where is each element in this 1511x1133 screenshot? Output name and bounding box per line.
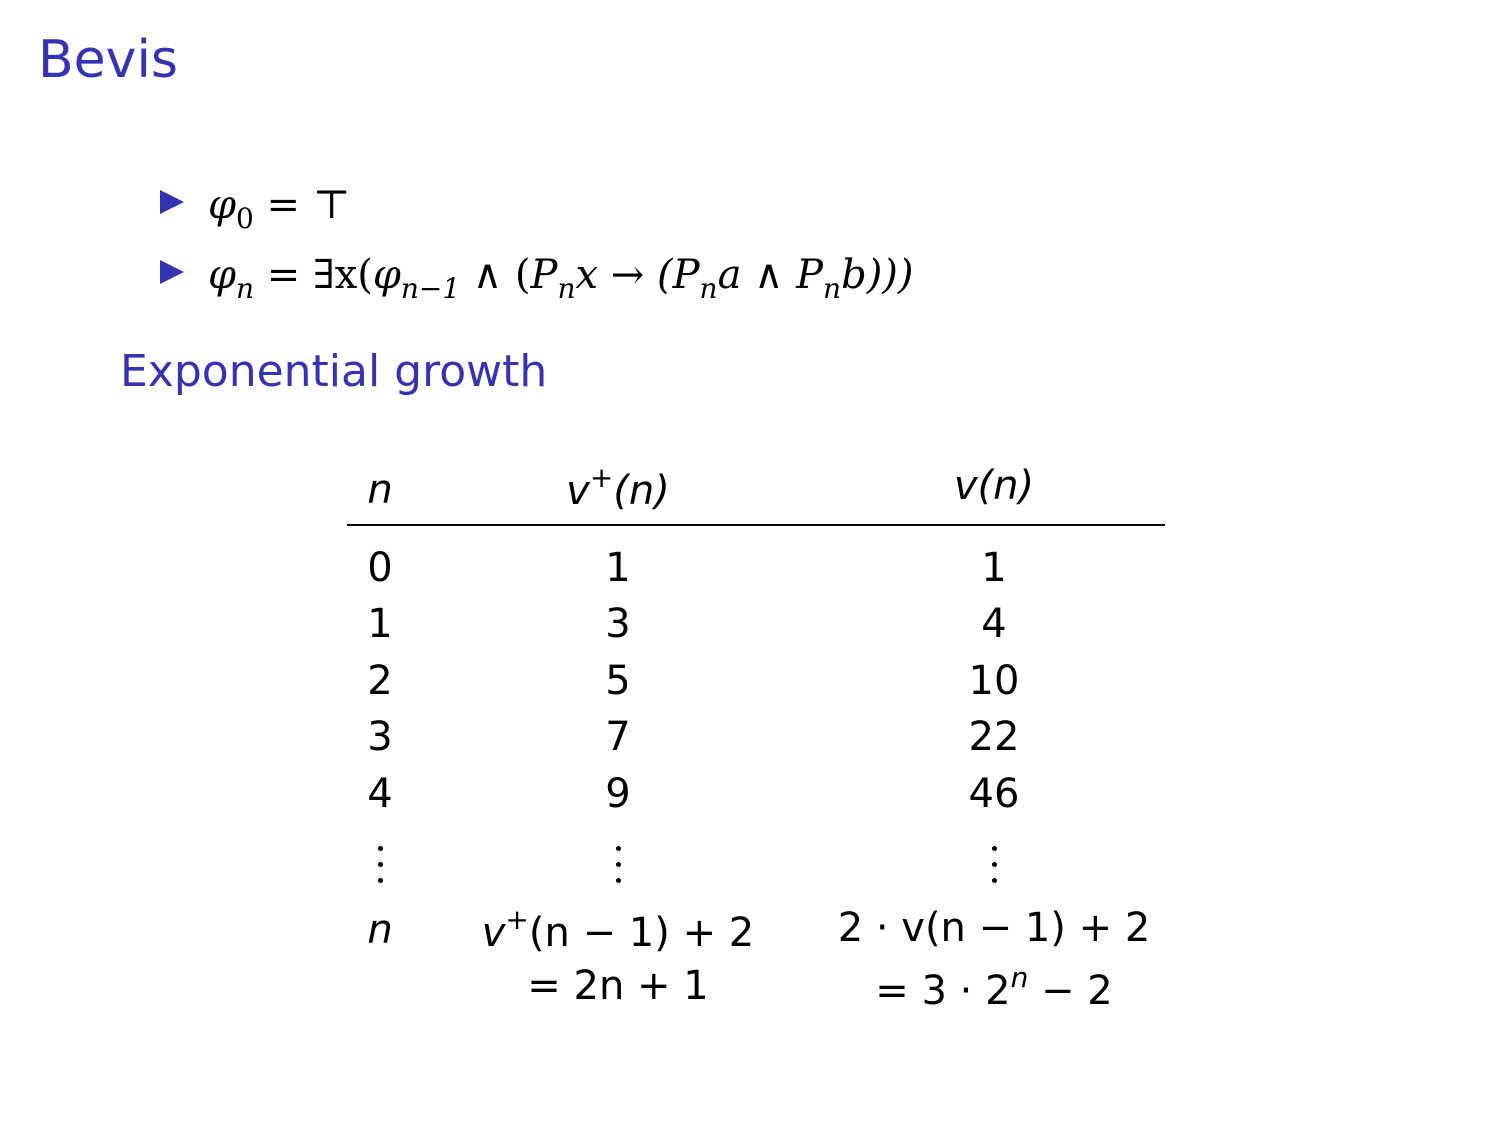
bullet-phi-zero [160, 182, 351, 235]
formula-phi-n: $\varphi_n$ = $\exists x(\varphi_{n-1}$ ∧ ($P_nx \to (P_na$ ∧ $P_nb$))) [208, 252, 914, 305]
header-v: v(n) [953, 463, 1035, 509]
header-n: n [367, 467, 393, 513]
table-row-4-n: 4 [367, 771, 393, 817]
header-rule [347, 524, 1165, 526]
table-row-1-n: 1 [367, 601, 393, 647]
frame-title: Bevis [38, 30, 178, 90]
header-vplus: v+(n) [566, 461, 670, 514]
table-row-2-v: 10 [968, 658, 1020, 704]
bullet-triangle-icon [160, 190, 184, 214]
bullet-phi-n [160, 252, 914, 305]
table-row-0-v: 1 [981, 545, 1007, 591]
vdots-n [377, 846, 383, 894]
table-row-4-v: 46 [968, 771, 1020, 817]
table-row-3-n: 3 [367, 714, 393, 760]
bullet-triangle-icon [160, 260, 184, 284]
table-row-2-vplus: 5 [605, 658, 631, 704]
table-row-4-vplus: 9 [605, 771, 631, 817]
table-row-1-v: 4 [981, 601, 1007, 647]
table-row-0-n: 0 [367, 545, 393, 591]
general-vplus-closed: = 2n + 1 [527, 963, 709, 1009]
section-heading: Exponential growth [120, 346, 548, 397]
general-v-recurrence: 2 · v(n − 1) + 2 [837, 905, 1151, 951]
table-row-2-n: 2 [367, 658, 393, 704]
vdots-v [991, 846, 997, 894]
table-row-1-vplus: 3 [605, 601, 631, 647]
formula-phi-zero: $\varphi_0$ = ⊤ [208, 182, 351, 235]
table-row-3-vplus: 7 [605, 714, 631, 760]
general-v-closed: = $3 \cdot 2^n - 2$ [875, 961, 1113, 1014]
general-vplus-recurrence: v+(n − 1) + 2 [481, 903, 755, 956]
table-row-0-vplus: 1 [605, 545, 631, 591]
general-n: n [367, 907, 393, 953]
table-row-3-v: 22 [968, 714, 1020, 760]
vdots-vplus [615, 846, 621, 894]
